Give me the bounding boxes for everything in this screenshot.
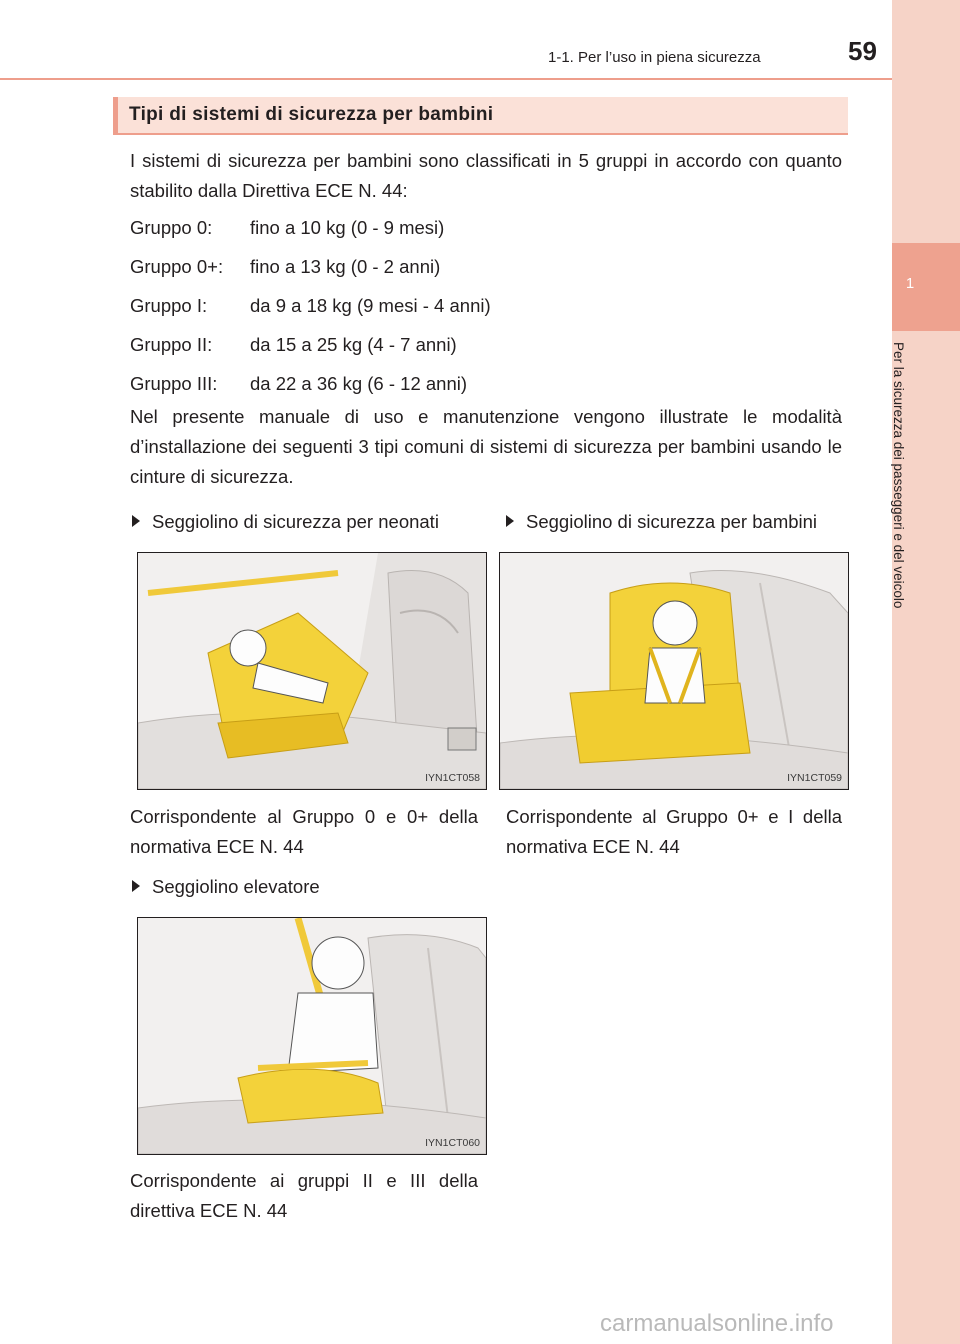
group-label: Gruppo 0+: xyxy=(130,256,224,277)
section-heading-text: Tipi di sistemi di sicurezza per bambini xyxy=(129,104,494,125)
group-label: Gruppo 0: xyxy=(130,217,213,238)
group-value: da 15 a 25 kg (4 - 7 anni) xyxy=(250,334,457,355)
group-value: fino a 13 kg (0 - 2 anni) xyxy=(250,256,441,277)
item-title-infant-seat xyxy=(132,511,439,533)
figure-child-seat xyxy=(499,552,849,790)
group-label: Gruppo III: xyxy=(130,373,218,394)
figure-code: IYN1CT059 xyxy=(787,772,842,784)
section-heading xyxy=(113,97,848,135)
group-value: da 22 a 36 kg (6 - 12 anni) xyxy=(250,373,468,394)
group-label: Gruppo I: xyxy=(130,295,208,316)
chapter-sidebar xyxy=(892,0,960,1344)
chapter-number: 1 xyxy=(905,275,915,292)
booster-seat-illustration xyxy=(138,918,486,1154)
item-title-text: Seggiolino di sicurezza per neonati xyxy=(152,511,439,532)
group-value: da 9 a 18 kg (9 mesi - 4 anni) xyxy=(250,295,491,316)
infant-seat-illustration xyxy=(138,553,486,789)
item-title-child-seat xyxy=(506,511,817,533)
bullet-arrow-icon xyxy=(132,880,140,892)
figure-infant-seat xyxy=(137,552,487,790)
child-seat-illustration xyxy=(500,553,848,789)
group-label: Gruppo II: xyxy=(130,334,213,355)
section-heading-bar xyxy=(113,97,118,133)
caption-booster-seat: Corrispondente ai gruppi II e III della direttiva ECE N. 44 xyxy=(130,1170,478,1221)
figure-booster-seat xyxy=(137,917,487,1155)
chapter-title xyxy=(891,340,926,700)
item-title-text: Seggiolino di sicurezza per bambini xyxy=(526,511,818,532)
intro-paragraph: I sistemi di sicurezza per bambini sono classificati in 5 gruppi in accordo con quanto stabilito dalla Direttiva ECE N. 44: xyxy=(130,150,842,201)
footer-watermark: carmanualsonline.info xyxy=(600,1310,834,1337)
item-title-booster-seat xyxy=(132,876,320,898)
page-number: 59 xyxy=(848,36,877,66)
group-value: fino a 10 kg (0 - 9 mesi) xyxy=(250,217,445,238)
description-paragraph: Nel presente manuale di uso e manutenzione vengono illustrate le modalità d’installazione dei seguenti 3 tipi comuni di sistemi di sicurezza per bambini usando le cinture di sicurezza. xyxy=(130,406,842,487)
caption-child-seat: Corrispondente al Gruppo 0+ e I della normativa ECE N. 44 xyxy=(506,806,842,857)
caption-infant-seat: Corrispondente al Gruppo 0 e 0+ della normativa ECE N. 44 xyxy=(130,806,478,857)
chapter-title-text: Per la sicurezza dei passeggeri e del veicolo xyxy=(891,342,906,609)
bullet-arrow-icon xyxy=(506,515,514,527)
figure-code: IYN1CT060 xyxy=(425,1137,480,1149)
bullet-arrow-icon xyxy=(132,515,140,527)
header-section-title: 1-1. Per l’uso in piena sicurezza xyxy=(548,49,761,66)
figure-code: IYN1CT058 xyxy=(425,772,480,784)
header-divider xyxy=(0,78,892,80)
item-title-text: Seggiolino elevatore xyxy=(152,876,320,897)
